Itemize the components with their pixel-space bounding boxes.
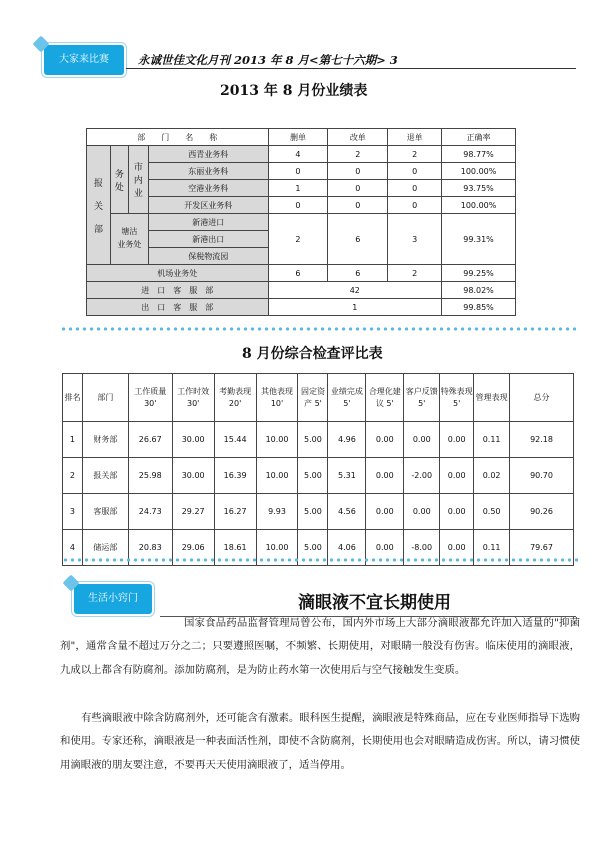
section-badge: 大家来比赛 [44,45,124,75]
perf-table-title: 2013 年 8 月份业绩表 [220,83,368,99]
table-cell: 92.18 [510,422,574,458]
table-cell: -2.00 [404,458,440,494]
row-name: 西青业务科 [148,146,268,163]
col-header-ret: 退单 [388,129,442,146]
cell-del: 1 [268,180,328,197]
table-cell: 4.06 [328,530,366,566]
cell-mod: 0 [328,180,388,197]
rank-header: 管理表现 [474,374,510,422]
rank-header: 部门 [82,374,128,422]
cell-ret: 0 [388,163,442,180]
table-cell: 5.00 [298,494,328,530]
rank-header: 固定资产 5' [298,374,328,422]
rank-header: 特殊表现 5' [440,374,474,422]
table-cell: 1 [63,422,83,458]
cell-mod: 2 [328,146,388,163]
rank-header: 其他表现 10' [256,374,298,422]
table-cell: 15.44 [214,422,256,458]
rank-header: 工作质量 30' [128,374,172,422]
table-cell: 0.00 [440,530,474,566]
table-cell: 10.00 [256,530,298,566]
dotted-divider [62,558,578,562]
table-cell: -8.00 [404,530,440,566]
cell-mod: 0 [328,197,388,214]
table-cell: 26.67 [128,422,172,458]
cell-rate: 98.77% [442,146,516,163]
table-cell: 0.00 [404,422,440,458]
table-row [63,458,574,494]
table-cell: 30.00 [172,422,214,458]
header-rule [126,68,576,69]
table-cell: 客服部 [82,494,128,530]
row-name: 东丽业务科 [148,163,268,180]
table-cell: 报关部 [82,458,128,494]
table-cell: 5.00 [298,458,328,494]
row-name: 开发区业务科 [148,197,268,214]
table-cell: 10.00 [256,422,298,458]
cell-rate: 98.02% [442,282,516,299]
cell-mod: 0 [328,163,388,180]
table-cell: 24.73 [128,494,172,530]
cell-ret: 0 [388,197,442,214]
rank-header: 客户反馈 5' [404,374,440,422]
table-cell: 5.00 [298,422,328,458]
rank-header: 工作时效 30' [172,374,214,422]
rank-header: 业绩完成 5' [328,374,366,422]
row-name: 空港业务科 [148,180,268,197]
cell-mod: 6 [328,265,388,282]
table-cell: 90.26 [510,494,574,530]
rank-header: 排名 [63,374,83,422]
tanggu-sub: 新港出口 [148,231,268,248]
table-cell: 3 [63,494,83,530]
cell-del: 2 [268,214,328,265]
table-cell: 79.67 [510,530,574,566]
table-cell: 30.00 [172,458,214,494]
cell-ret: 2 [388,146,442,163]
table-cell: 0.00 [366,422,404,458]
table-cell: 储运部 [82,530,128,566]
row-name: 出 口 客 服 部 [87,299,269,316]
table-cell: 10.00 [256,458,298,494]
cell-rate: 99.85% [442,299,516,316]
table-cell: 0.00 [440,458,474,494]
table-cell: 29.06 [172,530,214,566]
cell-rate: 93.75% [442,180,516,197]
col-header-del: 删单 [268,129,328,146]
table-cell: 18.61 [214,530,256,566]
cell-del: 6 [268,265,328,282]
group-wuchu: 务 处 [110,146,128,214]
cell-del: 0 [268,197,328,214]
table-row [63,494,574,530]
row-name: 进 口 客 服 部 [87,282,269,299]
masthead: 永诚世佳文化月刊 2013 年 8 月<第七十六期> 3 [138,53,398,67]
col-header-mod: 改单 [328,129,388,146]
table-cell: 5.31 [328,458,366,494]
table-cell: 0.00 [366,530,404,566]
tanggu-label: 塘沽 业务处 [110,214,148,265]
table-cell: 0.00 [440,422,474,458]
table-cell: 0.50 [474,494,510,530]
col-header-dept: 部 门 名 称 [87,129,269,146]
cell-total: 42 [268,282,442,299]
cell-rate: 100.00% [442,163,516,180]
table-cell: 0.11 [474,530,510,566]
cell-ret: 3 [388,214,442,265]
cell-ret: 0 [388,180,442,197]
table-cell: 5.00 [298,530,328,566]
cell-mod: 6 [328,214,388,265]
rank-header: 合理化建议 5' [366,374,404,422]
ranking-header-row [63,374,574,422]
col-header-rate: 正确率 [442,129,516,146]
table-cell: 0.02 [474,458,510,494]
table-cell: 25.98 [128,458,172,494]
cell-del: 4 [268,146,328,163]
cell-rate: 99.31% [442,214,516,265]
row-name: 机场业务处 [87,265,269,282]
cell-rate: 100.00% [442,197,516,214]
cell-ret: 2 [388,265,442,282]
table-row [63,422,574,458]
rank-table-title: 8 月份综合检查评比表 [242,346,383,362]
table-cell: 0.00 [440,494,474,530]
rank-header: 考勤表现 20' [214,374,256,422]
article-paragraph-2: 有些滴眼液中除含防腐剂外，还可能含有激素。眼科医生提醒，滴眼液是特殊商品，应在专业医师指导下选购和使用。专家还称，滴眼液是一种表面活性剂，即使不含防腐剂，长期使用也会对眼睛造成伤害。所以，请习惯使用滴眼液的朋友要注意，不要再天天使用滴眼液了，适当停用。 [60,712,580,771]
rank-header: 总分 [510,374,574,422]
tanggu-sub: 保税物流园 [148,248,268,265]
group-baoguan: 报 关 部 [87,146,111,265]
article-title: 滴眼液不宜长期使用 [298,593,451,613]
table-cell: 2 [63,458,83,494]
table-cell: 0.00 [366,458,404,494]
cell-total: 1 [268,299,442,316]
table-cell: 29.27 [172,494,214,530]
table-cell: 90.70 [510,458,574,494]
performance-table [86,128,516,316]
table-cell: 0.00 [366,494,404,530]
article-badge: 生活小窍门 [74,584,152,614]
table-cell: 财务部 [82,422,128,458]
table-cell: 0.00 [404,494,440,530]
ranking-table [62,373,574,566]
table-cell: 9.93 [256,494,298,530]
table-cell: 4.56 [328,494,366,530]
tanggu-sub: 新港进口 [148,214,268,231]
article-paragraph-1: 国家食品药品监督管理局曾公布，国内外市场上大部分滴眼液都允许加入适量的"抑菌剂"，通常含量不超过万分之二；只要遵照医嘱，不频繁、长期使用，对眼睛一般没有伤害。临床使用的滴眼液，九成以上都含有防腐剂。添加防腐剂，是为防止药水第一次使用后与空气接触发生变质。 [60,617,580,676]
table-cell: 20.83 [128,530,172,566]
table-cell: 0.11 [474,422,510,458]
cell-del: 0 [268,163,328,180]
table-cell: 4.96 [328,422,366,458]
dotted-divider [60,327,578,331]
cell-rate: 99.25% [442,265,516,282]
table-cell: 16.27 [214,494,256,530]
table-cell: 4 [63,530,83,566]
group-shinei: 市 内 业 [128,146,148,214]
table-cell: 16.39 [214,458,256,494]
